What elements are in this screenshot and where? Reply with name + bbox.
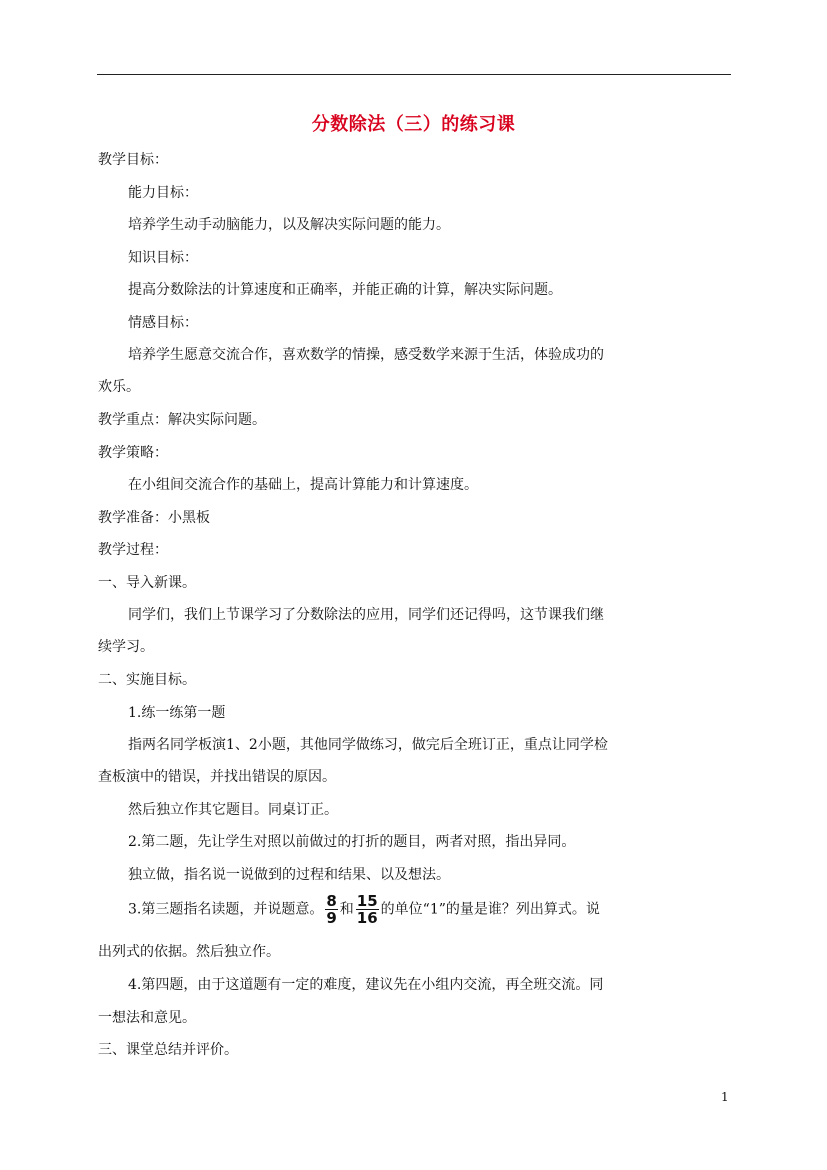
text-line: 指两名同学板演1、2小题，其他同学做练习，做完后全班订正，重点让同学检 xyxy=(128,737,608,753)
text-line: 提高分数除法的计算速度和正确率，并能正确的计算，解决实际问题。 xyxy=(128,282,562,298)
fraction-line xyxy=(128,893,600,926)
text-line: 独立做，指名说一说做到的过程和结果、以及想法。 xyxy=(128,867,450,883)
fraction-denominator: 16 xyxy=(356,909,378,927)
text-line: 然后独立作其它题目。同桌订正。 xyxy=(128,802,338,818)
text-line: 同学们，我们上节课学习了分数除法的应用，同学们还记得吗，这节课我们继 xyxy=(128,607,604,623)
text-line: 2.第二题，先让学生对照以前做过的打折的题目，两者对照，指出异同。 xyxy=(128,834,576,850)
text-line: 情感目标： xyxy=(128,315,198,331)
text-line: 查板演中的错误，并找出错误的原因。 xyxy=(98,769,336,785)
text-line: 一想法和意见。 xyxy=(98,1010,196,1026)
text-line: 教学准备：小黑板 xyxy=(98,510,210,526)
text-line: 培养学生动手动脑能力，以及解决实际问题的能力。 xyxy=(128,217,450,233)
text-line: 教学过程： xyxy=(98,542,168,558)
text-line: 培养学生愿意交流合作，喜欢数学的情操，感受数学来源于生活，体验成功的 xyxy=(128,347,604,363)
text-line: 1.练一练第一题 xyxy=(128,705,226,721)
text-line: 4.第四题，由于这道题有一定的难度，建议先在小组内交流，再全班交流。同 xyxy=(128,977,604,993)
text-line: 能力目标： xyxy=(128,185,198,201)
fraction-line-mid: 和 xyxy=(339,901,354,918)
text-line: 一、导入新课。 xyxy=(98,575,196,591)
text-line: 教学目标： xyxy=(98,152,168,168)
text-line: 教学策略： xyxy=(98,445,168,461)
text-line: 在小组间交流合作的基础上，提高计算能力和计算速度。 xyxy=(128,477,478,493)
text-line: 三、课堂总结并评价。 xyxy=(98,1042,238,1058)
document-title: 分数除法（三）的练习课 xyxy=(311,114,516,135)
text-line: 二、实施目标。 xyxy=(98,672,196,688)
page-number: 1 xyxy=(721,1090,729,1104)
text-line: 教学重点：解决实际问题。 xyxy=(98,412,266,428)
header-rule xyxy=(97,74,731,75)
text-line: 知识目标： xyxy=(128,250,198,266)
fraction-denominator: 9 xyxy=(326,909,337,927)
fraction-line-prefix: 3.第三题指名读题，并说题意。 xyxy=(128,901,324,918)
fraction-numerator: 8 xyxy=(326,892,337,910)
text-line: 欢乐。 xyxy=(98,379,140,395)
fraction-15-16 xyxy=(356,893,379,926)
fraction-numerator: 15 xyxy=(356,892,378,910)
fraction-line-suffix: 的单位“1”的量是谁？列出算式。说 xyxy=(380,901,600,918)
fraction-8-9 xyxy=(325,893,337,926)
text-line: 续学习。 xyxy=(98,639,154,655)
text-line: 出列式的依据。然后独立作。 xyxy=(98,944,280,960)
